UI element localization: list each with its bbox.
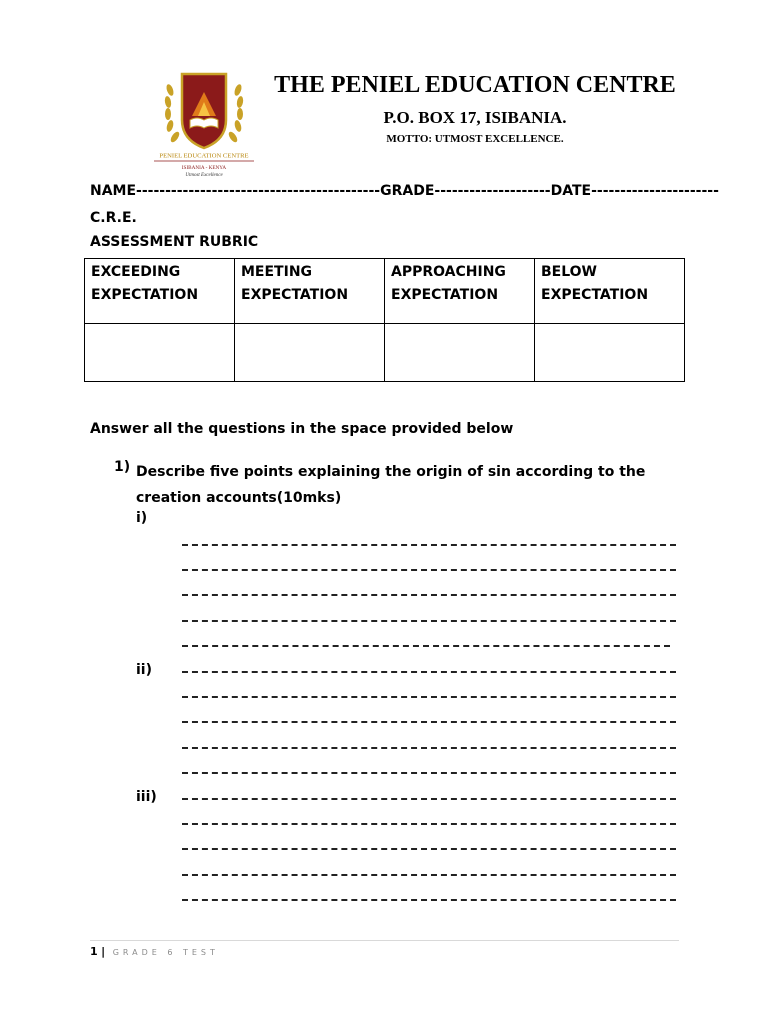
footer-divider <box>90 940 679 941</box>
logo-location-text: ISIBANIA - KENYA <box>181 165 227 171</box>
answer-line[interactable] <box>182 721 676 723</box>
logo-name-text: PENIEL EDUCATION CENTRE <box>159 152 249 160</box>
question-number: 1) <box>114 459 131 475</box>
answer-line[interactable] <box>182 544 676 546</box>
answer-line[interactable] <box>182 798 676 800</box>
rubric-cell-below[interactable] <box>535 324 685 382</box>
logo-slogan-text: Utmost Excellence <box>185 173 223 178</box>
answer-line[interactable] <box>182 848 676 850</box>
rubric-mark-row <box>85 324 685 382</box>
school-motto: MOTTO: UTMOST EXCELLENCE. <box>386 133 564 145</box>
subpart-label: i) <box>136 510 148 526</box>
answer-line[interactable] <box>182 569 676 571</box>
page-footer <box>90 945 219 958</box>
rubric-cell-meeting[interactable] <box>235 324 385 382</box>
answer-line[interactable] <box>182 772 676 774</box>
page-number: 1 <box>90 945 98 958</box>
rubric-header-row <box>85 259 685 324</box>
subpart-label: ii) <box>136 662 152 678</box>
answer-line[interactable] <box>182 899 676 901</box>
answer-line[interactable] <box>182 671 676 673</box>
answer-line[interactable] <box>182 823 676 825</box>
answer-line[interactable] <box>182 696 676 698</box>
subject-label: C.R.E. <box>90 210 137 226</box>
rubric-cell-exceeding[interactable] <box>85 324 235 382</box>
school-logo <box>152 70 256 180</box>
rubric-col-approaching: APPROACHING EXPECTATION <box>385 259 535 324</box>
footer-separator: | <box>101 945 106 958</box>
answer-line[interactable] <box>182 747 676 749</box>
answer-line[interactable] <box>182 645 670 647</box>
assessment-rubric-table <box>84 258 685 382</box>
school-title: THE PENIEL EDUCATION CENTRE <box>274 72 676 98</box>
rubric-title: ASSESSMENT RUBRIC <box>90 234 259 250</box>
question-text: Describe five points explaining the origin of sin according to the creation accounts(10mks) <box>136 464 646 506</box>
rubric-col-exceeding: EXCEEDING EXPECTATION <box>85 259 235 324</box>
rubric-col-below: BELOW EXPECTATION <box>535 259 685 324</box>
instructions: Answer all the questions in the space provided below <box>90 421 514 437</box>
footer-label: GRADE 6 TEST <box>112 948 219 957</box>
answer-line[interactable] <box>182 594 676 596</box>
answer-line[interactable] <box>182 620 676 622</box>
book-icon <box>190 118 218 128</box>
school-address: P.O. BOX 17, ISIBANIA. <box>383 108 567 127</box>
student-details-line[interactable]: NAME------------------------------------------GRADE--------------------DATE---------------------- <box>90 183 719 199</box>
answer-line[interactable] <box>182 874 676 876</box>
subpart-label: iii) <box>136 789 157 805</box>
rubric-cell-approaching[interactable] <box>385 324 535 382</box>
rubric-col-meeting: MEETING EXPECTATION <box>235 259 385 324</box>
